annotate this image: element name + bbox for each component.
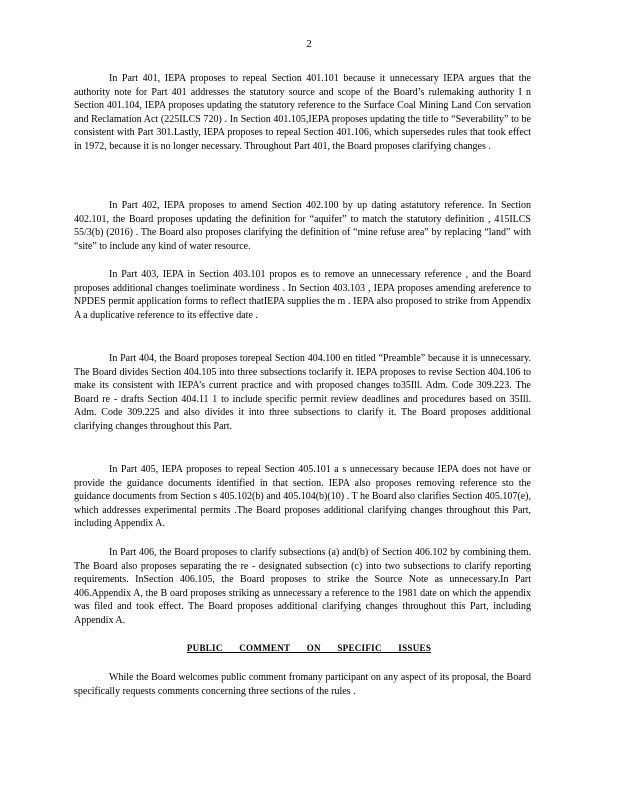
paragraph-part-401: In Part 401, IEPA proposes to repeal Section 401.101 because it unnecessary IEPA argues that the authority note for Part 401 addresses the statutory source and scope of the Board’s rulemaking authority I n Section 401.104, IEPA proposes updating the statutory reference to the Surface Coal Mining Land Con servation and Reclamation Act (225ILCS 720) . In Section 401.105,IEPA proposes updating the title to “Severability” to be consistent with Part 301.Lastly, IEPA proposes to repeal Section 401.106, which supersedes rules that took effect in 1972, because it is no longer necessary. Throughout Part 401, the Board proposes clarifying changes . xyxy=(74,73,531,152)
section-heading xyxy=(0,643,618,653)
paragraph-public-comment: While the Board welcomes public comment fromany participant on any aspect of its proposal, the Board specifically requests comments concerning three sections of the rules . xyxy=(74,672,531,697)
paragraph-part-402: In Part 402, IEPA proposes to amend Section 402.100 by up dating astatutory reference. In Section 402.101, the Board proposes updating the definition for “aquifer” to match the statutory definition , 415ILCS 55/3(b) (2016) . The Board also proposes clarifying the definition of “mine refuse area” by replacing “land” with “site” to include any kind of water resource. xyxy=(74,200,531,252)
paragraph-part-403: In Part 403, IEPA in Section 403.101 propos es to remove an unnecessary reference , and the Board proposes additional changes toeliminate wordiness . In Section 403.103 , IEPA proposes amending areference to NPDES permit application forms to reflect thatIEPA supplies the m . IEPA also proposed to strike from Appendix A a duplicative reference to its effective date . xyxy=(74,269,531,321)
page-number: 2 xyxy=(306,38,312,50)
paragraph-part-406: In Part 406, the Board proposes to clarify subsections (a) and(b) of Section 406.102 by combining them. The Board also proposes separating the re - designated subsection (c) into two subsections to clarify reporting requirements. InSection 406.105, the Board proposes to strike the Source Note as unnecessary.In Part 406.Appendix A, the B oard proposes striking as unnecessary a reference to the 1981 date on which the appendix was filed and took effect. The Board proposes additional clarifying changes throughout this Part, including Appendix A. xyxy=(74,547,531,626)
paragraph-part-405: In Part 405, IEPA proposes to repeal Section 405.101 a s unnecessary because IEPA does not have or provide the guidance documents identified in that section. IEPA also proposes removing reference sto the guidance documents from Section s 405.102(b) and 405.104(b)(10) . T he Board also clarifies Section 405.107(e), which addresses experimental permits .The Board proposes additional clarifying changes throughout this Part, including Appendix A. xyxy=(74,464,531,530)
section-heading-text: PUBLIC COMMENT ON SPECIFIC ISSUES xyxy=(186,643,432,653)
paragraph-part-404: In Part 404, the Board proposes torepeal Section 404.100 en titled “Preamble” because it is unnecessary. The Board divides Section 404.105 into three subsections toclarify it. IEPA proposes to revise Section 404.106 to make its consistent with IEPA’s current practice and with proposed changes to35Ill. Adm. Code 309.223. The Board re - drafts Section 404.11 1 to include specific permit review deadlines and procedures based on 35Ill. Adm. Code 309.225 and also divides it into three subsections to clarify it. The Board proposes additional clarifying changes throughout this Part. xyxy=(74,353,531,432)
